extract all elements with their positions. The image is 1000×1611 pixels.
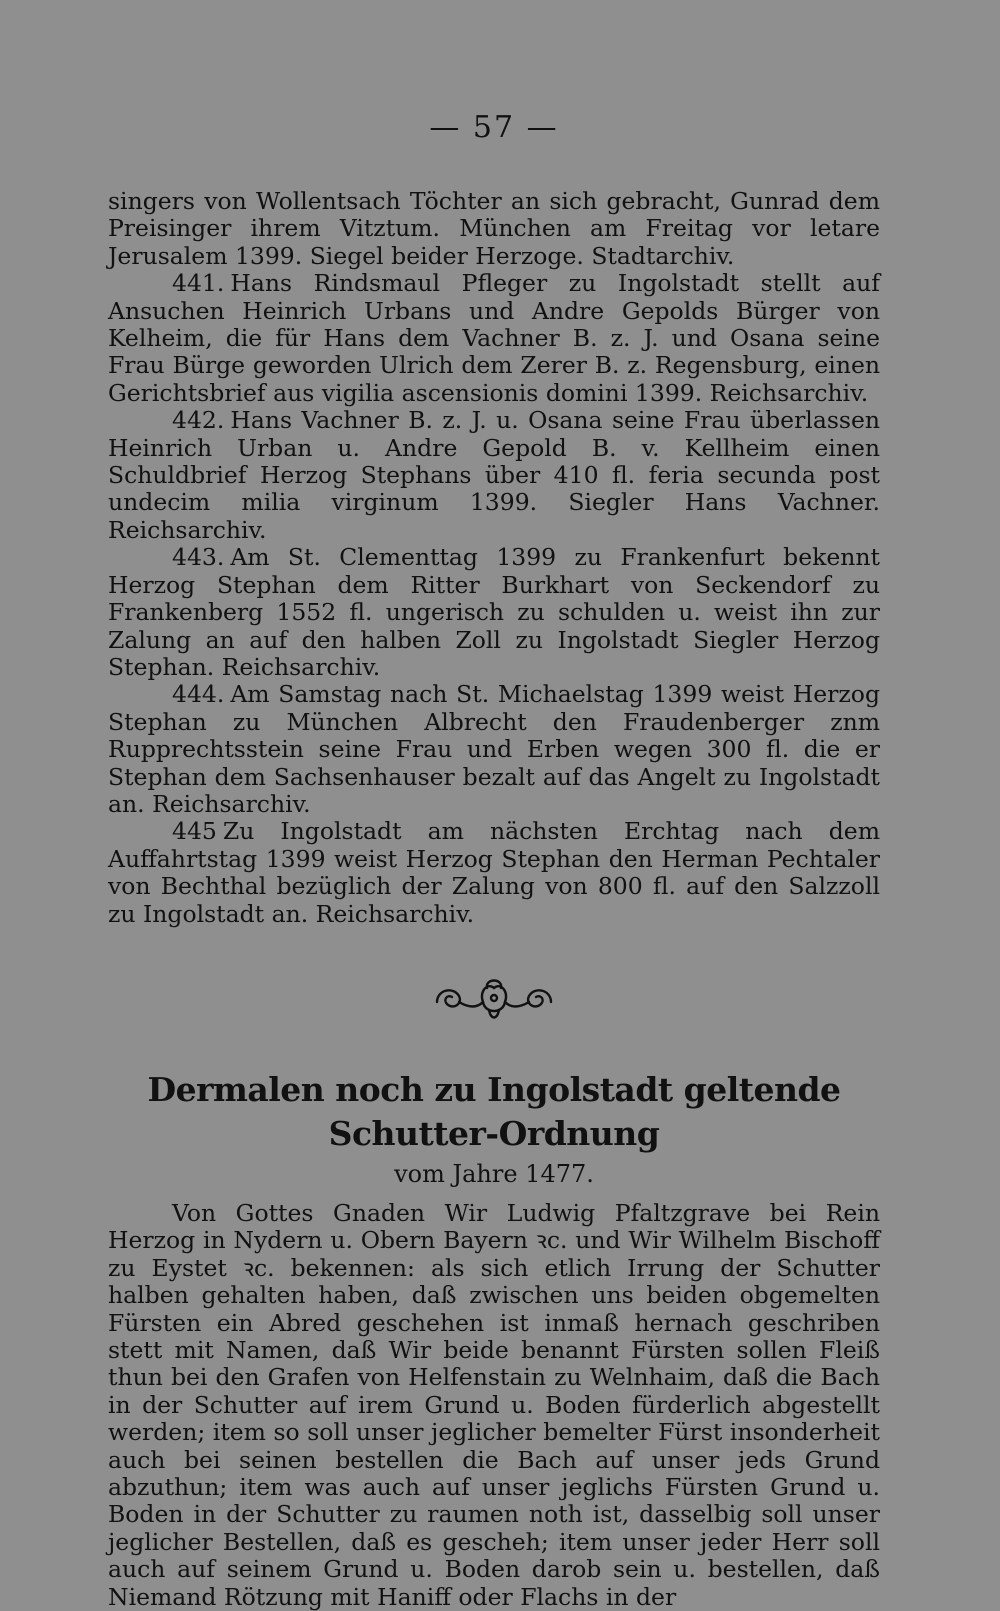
entry-text: Am St. Clementtag 1399 zu Frankenfurt bekennt Herzog Stephan dem Ritter Burkhart von Seckendorf zu Frankenberg 1552 fl. ungerisch zu schulden u. weist ihn zur Zalung an auf den halben Zoll zu Ingolstadt Siegler Herzog Stephan. Reichsarchiv.: [108, 543, 880, 681]
entry-text: Hans Vachner B. z. J. u. Osana seine Frau überlassen Heinrich Urban u. Andre Gepold B. v. Kellheim einen Schuldbrief Herzog Stephans über 410 fl. feria secunda post undecim milia virginum 1399. Siegler Hans Vachner. Reichsarchiv.: [108, 406, 880, 544]
book-page: [108, 108, 880, 1611]
entry-441: [108, 270, 880, 407]
page-number: — 57 —: [429, 110, 559, 145]
entry-number: 444.: [172, 680, 225, 709]
entry-text: Zu Ingolstadt am nächsten Erchtag nach dem Auffahrtstag 1399 weist Herzog Stephan den Herman Pechtaler von Bechthal bezüglich der Zalung von 800 fl. auf den Salzzoll zu Ingolstadt an. Reichsarchiv.: [108, 817, 880, 928]
scroll-ornament-icon: [429, 968, 559, 1028]
entry-continuation: [108, 188, 880, 270]
entry-text: Am Samstag nach St. Michaelstag 1399 weist Herzog Stephan zu München Albrecht den Fraudenberger znm Rupprechtsstein seine Frau und Erben wegen 300 fl. die er Stephan dem Sachsenhauser bezalt auf das Angelt zu Ingolstadt an. Reichsarchiv.: [108, 680, 880, 818]
entry-442: [108, 407, 880, 544]
section-subtitle: vom Jahre 1477.: [394, 1159, 594, 1188]
entry-number: 445: [172, 817, 217, 846]
entry-text: Hans Rindsmaul Pfleger zu Ingolstadt stellt auf Ansuchen Heinrich Urbans und Andre Gepolds Bürger von Kelheim, die für Hans dem Vachner B. z. J. und Osana seine Frau Bürge geworden Ulrich dem Zerer B. z. Regensburg, einen Gerichtsbrief aus vigilia ascensionis domini 1399. Reichsarchiv.: [108, 269, 880, 407]
entry-number: 443.: [172, 543, 225, 572]
entry-number: 442.: [172, 406, 225, 435]
entry-number: 441.: [172, 269, 225, 298]
entry-444: [108, 681, 880, 818]
section-title: Dermalen noch zu Ingolstadt geltende Schutter-Ordnung: [147, 1069, 841, 1153]
entry-text: singers von Wollentsach Töchter an sich gebracht, Gunrad dem Preisinger ihrem Vitztum. München am Freitag vor letare Jerusalem 1399. Siegel beider Herzoge. Stadtarchiv.: [108, 187, 880, 270]
section-body: Von Gottes Gnaden Wir Ludwig Pfaltzgrave bei Rein Herzog in Nydern u. Obern Bayern ꝛc. und Wir Wilhelm Bischoff zu Eystet ꝛc. bekennen: als sich etlich Irrung der Schutter halben gehalten haben, daß zwischen uns beiden obgemelten Fürsten ein Abred geschehen ist inmaß hernach geschriben stett mit Namen, daß Wir beide benannt Fürsten sollen Fleiß thun bei den Grafen von Helfenstain zu Welnhaim, daß die Bach in der Schutter auf irem Grund u. Boden fürderlich abgestellt werden; item so soll unser jeglicher bemelter Fürst insonderheit auch bei seinen bestellen die Bach auf unser jeds Grund abzuthun; item was auch auf unser jeglichs Fürsten Grund u. Boden in der Schutter zu raumen noth ist, dasselbig soll unser jeglicher Bestellen, daß es gescheh; item unser jeder Herr soll auch auf seinem Grund u. Boden darob sein u. bestellen, daß Niemand Rötzung mit Haniff oder Flachs in der: [108, 1198, 880, 1611]
entry-443: [108, 544, 880, 681]
entry-445: [108, 818, 880, 928]
